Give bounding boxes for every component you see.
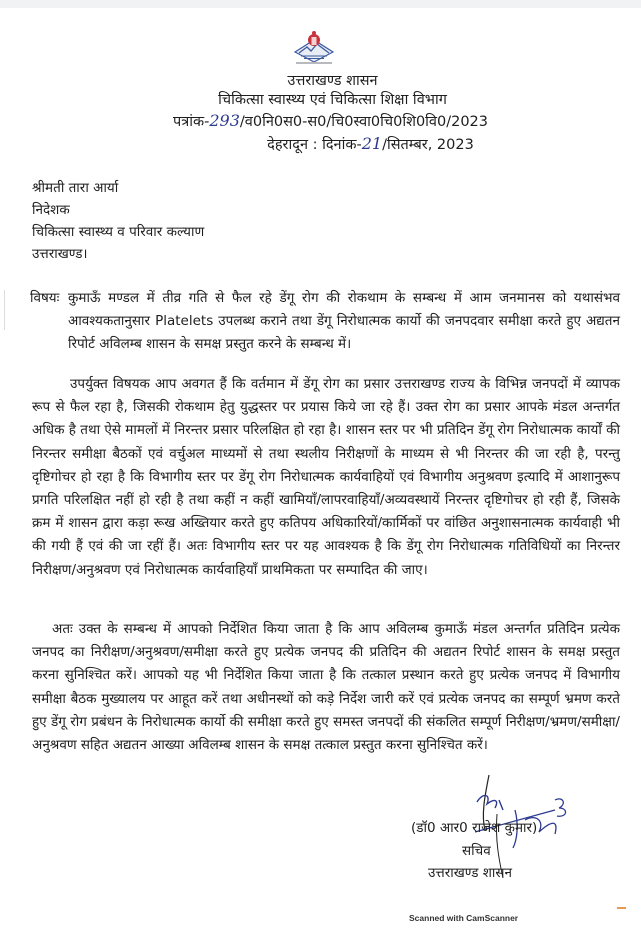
margin-mark [4,290,5,330]
subject-label: विषयः [30,290,60,306]
department-heading: चिकित्सा स्वास्थ्य एवं चिकित्सा शिक्षा विभाग [218,92,447,108]
letter-number [10,111,641,131]
addressee-designation: निदेशक [32,202,70,218]
subject-text: कुमाऊँ मण्डल में तीव्र गति से फैल रहे डेंगू रोग की रोकथाम के सम्बन्ध में आम जनमानस को यथासंभव आवश्यकतानुसार Platelets उपलब्ध कराने तथा डेंगू निरोधात्मक कार्यो की जनपदवार समीक्षा करते हुए अद्यतन रिपोर्ट अविलम्ब शासन के समक्ष प्रस्तुत करने के सम्बन्ध में। [68,290,620,352]
emblem-caption [296,62,332,64]
top-band [0,0,641,8]
addressee-department: चिकित्सा स्वास्थ्य व परिवार कल्याण [32,224,205,240]
body-paragraph-2: अतः उक्त के सम्बन्ध में आपको निर्देशित किया जाता है कि आप अविलम्ब कुमाऊँ मंडल अन्तर्गत प्रतिदिन प्रत्येक जनपद का निरीक्षण/अनुश्रवण/समीक्षा करते हुए प्रत्येक जनपद की प्रतिदिन की अद्यतन रिपोर्ट शासन के समक्ष प्रस्तुत करना सुनिश्चित करें। आपको यह भी निर्देशित किया जाता है कि तत्काल प्रस्थान करते हुए प्रत्येक जनपद में विभागीय समीक्षा बैठक मुख्यालय पर आहूत करें तथा अधीनस्थों को कड़े निर्देश जारी करें एवं प्रत्येक जनपद का सम्पूर्ण भ्रमण करते हुए डेंगू रोग प्रबंधन के निरोधात्मक कार्यो की समीक्षा करते हुए समस्त जनपदों की संकलित सम्पूर्ण निरीक्षण/भ्रमण/समीक्षा/अनुश्रवण सहित अद्यतन आख्या अविलम्ब शासन के समक्ष तत्काल प्रस्तुत करना सुनिश्चित करें। [32,621,620,754]
subject-block [30,287,620,356]
government-emblem-icon [293,30,335,64]
signatory-organization: उत्तराखण्ड शासन [428,865,513,881]
signatory-name: (डॉ0 आर0 राजेश कुमार) [411,820,538,836]
scanner-watermark: Scanned with CamScanner [409,913,519,923]
date-handwritten: 21 [361,134,383,153]
date-suffix: /सितम्बर, 2023 [382,137,474,153]
signatory-designation: सचिव [462,843,491,859]
addressee-state: उत्तराखण्ड। [32,246,88,262]
scanner-mark [617,907,626,909]
place-date [50,134,641,154]
government-heading: उत्तराखण्ड शासन [287,73,378,89]
body-paragraph-1: उपर्युक्त विषयक आप अवगत हैं कि वर्तमान में डेंगू रोग का प्रसार उत्तराखण्ड राज्य के विभिन्न जनपदों में व्यापक रूप से फैल रहा है, जिसकी रोकथाम हेतु युद्धस्तर पर प्रयास किये जा रहे हैं। उक्त रोग का प्रसार आपके मंडल अन्तर्गत अधिक है तथा ऐसे मामलों में निरन्तर प्रसार परिलक्षित हो रहा है। शासन स्तर पर भी प्रतिदिन डेंगू रोग निरोधात्मक कार्यों की निरन्तर समीक्षा बैठकों एवं वर्चुअल माध्यमों से तथा स्थलीय निरीक्षणों के माध्यम से भी निरन्तर की जा रही है, परन्तु दृष्टिगोचर हो रहा है कि विभागीय स्तर पर डेंगू रोग निरोधात्मक कार्यवाहियों एवं विभागीय अनुश्रवण इत्यादि में आशानुरूप प्रगति परिलक्षित नहीं हो रही है तथा कहीं न कहीं खामियाँ/लापरवाहियाँ/अव्यवस्थायें निरन्तर दृष्टिगोचर हो रही हैं, जिसके क्रम में शासन द्वारा कड़ा रूख अख्तियार करते हुए कतिपय अधिकारियों/कार्मिकों पर वांछित अनुशासनात्मक कार्यवाही भी की गयी हैं एवं की जा रहीं हैं। अतः विभागीय स्तर पर यह आवश्यक है कि डेंगू रोग निरोधात्मक गतिविधियों का निरन्तर निरीक्षण/अनुश्रवण एवं निरोधात्मक कार्यवाहियाँ प्राथमिकता पर सम्पादित की जाए। [32,376,620,578]
letter-number-suffix: /व0नि0स0-स0/चि0स्वा0चि0शि0वि0/2023 [239,114,489,130]
addressee-name: श्रीमती तारा आर्या [32,180,119,196]
place-date-label: देहरादून : दिनांक- [267,137,362,153]
letter-number-handwritten: 293 [209,111,240,130]
letter-number-label: पत्रांक- [172,114,210,130]
